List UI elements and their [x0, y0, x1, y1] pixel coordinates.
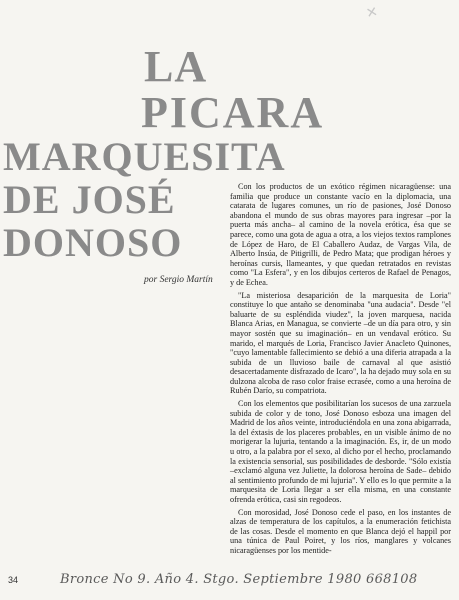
title-line-1: LA — [144, 42, 208, 91]
body-paragraph-1: Con los productos de un exótico régimen nicaragüense: una familia que produce un constante vacío en la diplomacia, una catarata de lugares comunes, un río de pasiones, José Donoso abandona el mundo de sus obras mayores para ingresar –por la puerta más ancha– al camino de la novela erótica, ésa que se parece, como una gota de agua a otra, a los viejos textos ramplones de López de Haro, de El Caballero Audaz, de Vargas Vila, de Alberto Insúa, de Pitigrilli, de Pedro Mata; que prodigan héroes y heroínas cursis, llameantes, y que quedan retratados en revistas como "La Esfera", y en los dibujos certeros de Rafael de Penagos, y de Echea. — [230, 182, 451, 287]
title-line-3: MARQUESITA — [3, 134, 286, 179]
title-line-4: DE JOSÉ — [3, 177, 176, 222]
body-paragraph-2: "La misteriosa desaparición de la marquesita de Loria" constituye lo que antaño se denominaba "una audacia". Desde "el baluarte de su espléndida viudez", la joven marquesa, nacida Blanca Arias, en Managua, se convierte –de un día para otro, y sin mayor sostén que su imaginación– en un vendaval erótico. Su marido, el marqués de Loria, Francisco Javier Anacleto Quinones, "cuyo lamentable fallecimiento se debió a una diferia atrapada a la subida de un lluvioso baile de carnaval al que asistió desacertadamente disfrazado de Icaro", la ha dejado muy sola en su dulzona alcoba de raso color fraise ecrasée, como a una heroína de Rubén Darío, su compatriota. — [230, 290, 451, 396]
scan-mark: ✕ — [364, 2, 380, 22]
article-body — [230, 182, 451, 556]
handwritten-annotation: Bronce No 9. Año 4. Stgo. Septiembre 1980 668108 — [60, 572, 418, 587]
page-number: 34 — [8, 575, 19, 585]
body-paragraph-3: Con los elementos que posibilitarían los sucesos de una zarzuela subida de color y de tono, José Donoso esboza una imagen del Madrid de los años veinte, introduciéndola en una zona abigarrada, la del éxtasis de los placeres probables, en un visible ánimo de no morigerar la lujuria, tentando a la imaginación. Es, ir, de un modo u otro, a la palabra por el sexo, al dicho por el hecho, proclamando la existencia sensorial, sus posibilidades de desborde. "Sólo existía –exclamó alguna vez Juliette, la dolorosa heroína de Sade– debido al sentimiento profundo de mi lujuria". Y ello es lo que permite a la marquesita de Loria llegar a ser ella misma, en una constante ofrenda erótica, casi sin regodeos. — [230, 399, 452, 504]
title-line-5: DONOSO — [3, 220, 183, 265]
title-line-2: PICARA — [141, 88, 325, 137]
byline: por Sergio Martín — [144, 275, 213, 285]
body-paragraph-4: Con morosidad, José Donoso cede el paso, en los instantes de alzas de temperatura de los capítulos, a la enumeración fetichista de las cosas. Desde el momento en que Blanca dejó el happil por una túnica de Paul Poiret, y los ríos, manglares y volcanes nicaragüenses por los mentide- — [230, 507, 451, 555]
